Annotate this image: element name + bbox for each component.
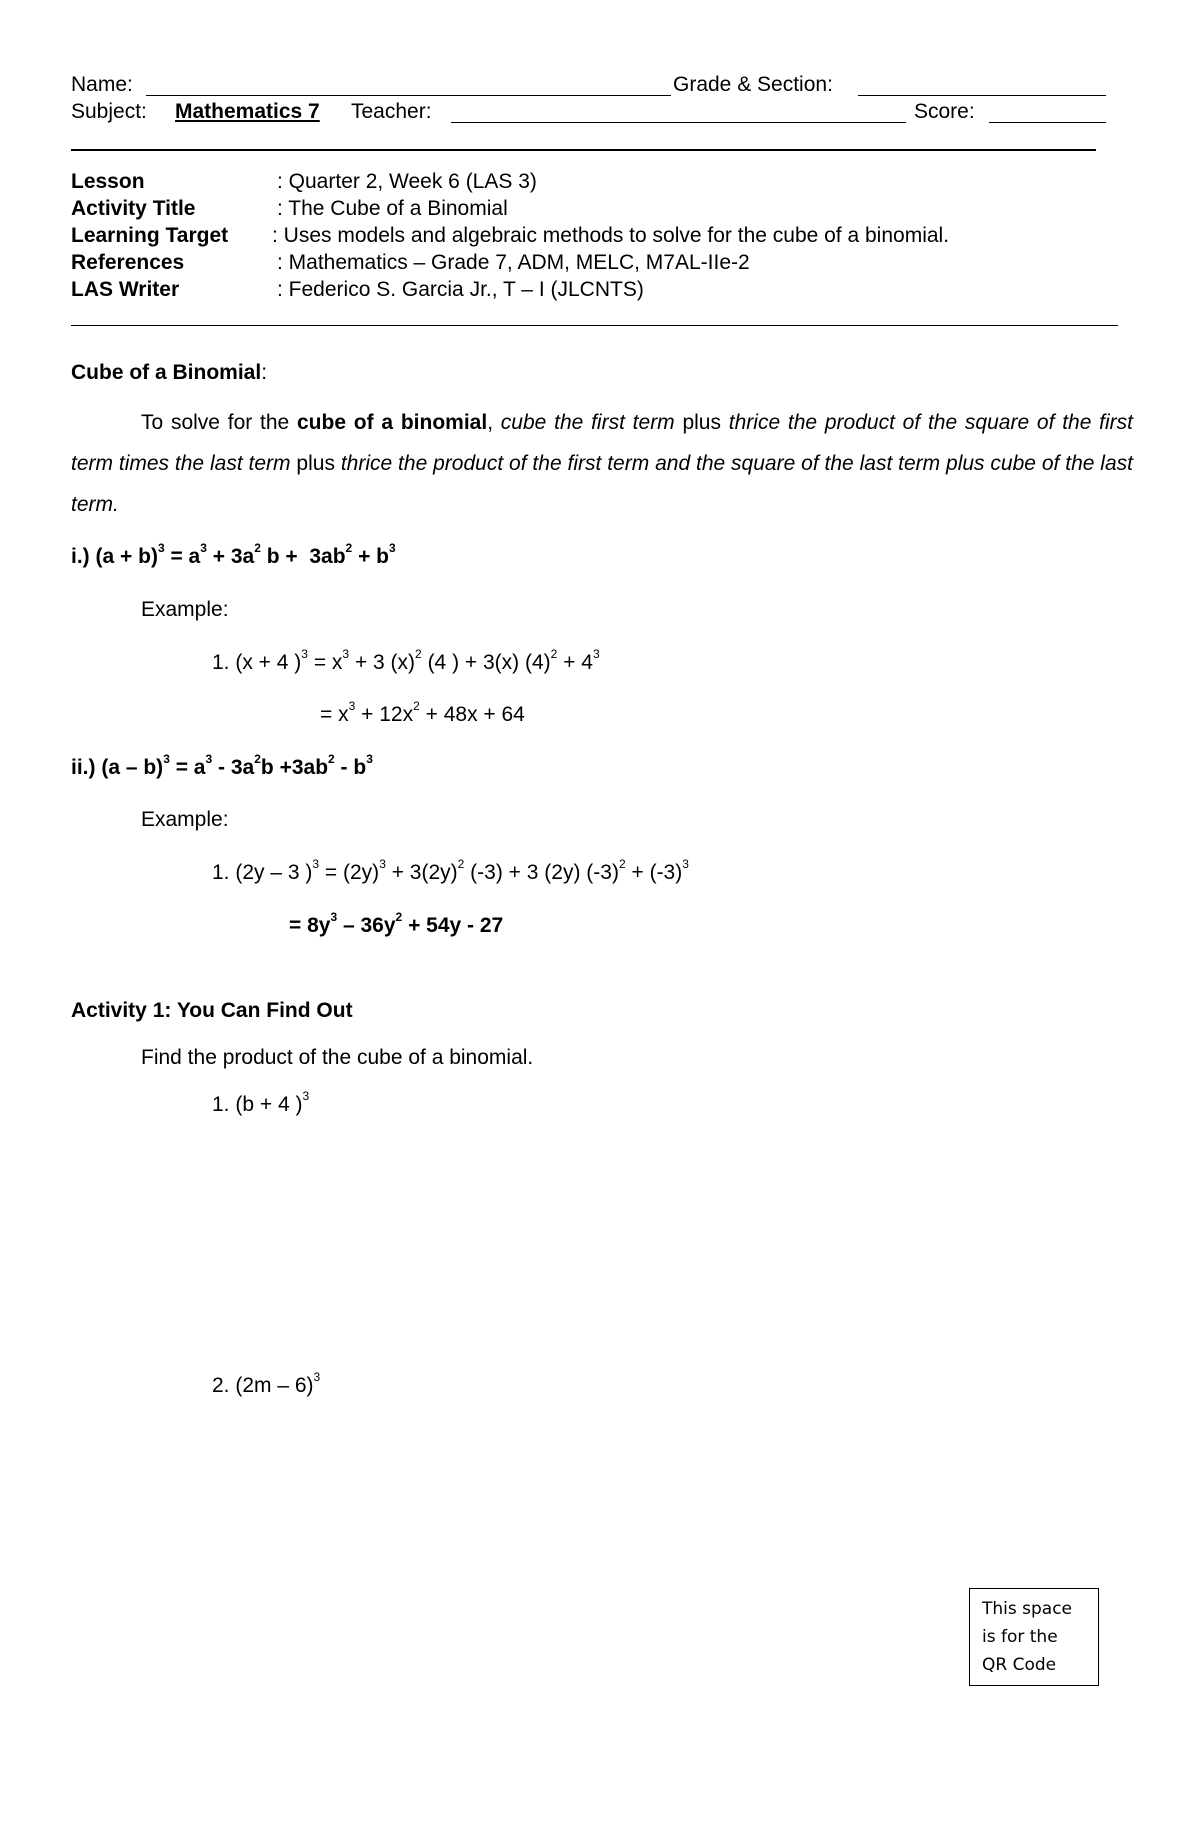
info-divider [71,325,1118,326]
writer-value: : Federico S. Garcia Jr., T – I (JLCNTS) [277,278,644,301]
name-blank[interactable] [146,95,671,96]
example-label-2: Example: [141,808,229,831]
section-title: Cube of a Binomial: [71,361,268,384]
example-2-line-1: 1. (2y – 3 )$^3 = (2y)^3 + 3(2y)^2$ (-3) + 3 (2y) $(-3)^2 + (-3)^3$ [212,857,689,884]
activity-item-2: 2. (2m – 6)$^3$ [212,1370,321,1397]
qr-code-placeholder: This space is for the QR Code [969,1588,1099,1686]
header-divider-thick [71,149,1096,151]
formula-sum-cube: i.) $(a + b)^3 = a^3 + 3a^2$ $b + 3ab^2 + b^3$ [71,541,396,568]
learning-target-label: Learning Target [71,224,229,247]
formula-difference-cube: ii.) $(a - b)^3 = a^3 - 3a^2b +3ab^2 - b^3$ [71,752,373,779]
example-1-line-1: 1. (x + 4 )$^3 = x^3 + 3$ $(x)^2$ (4 ) + 3(x) $(4)^2 + 4^3$ [212,647,600,674]
references-label: References [71,251,185,274]
example-2-line-2: = $8y^3 - 36y^2 + 54y - 27$ [289,910,504,937]
score-blank[interactable] [989,122,1106,123]
subject-label: Subject: [71,100,147,123]
references-value: : Mathematics – Grade 7, ADM, MELC, M7AL-IIe-2 [277,251,750,274]
teacher-blank[interactable] [451,122,906,123]
example-label-1: Example: [141,598,229,621]
lesson-label: Lesson [71,170,145,193]
activity-title: Activity 1: You Can Find Out [71,999,353,1022]
lesson-value: : Quarter 2, Week 6 (LAS 3) [277,170,537,193]
writer-label: LAS Writer [71,278,180,301]
learning-target-value: : Uses models and algebraic methods to solve for the cube of a binomial. [272,224,950,247]
activity-instruction: Find the product of the cube of a binomial. [141,1046,534,1069]
intro-paragraph: To solve for the cube of a binomial, cube the first term plus thrice the product of the square of the first term times the last term plus thrice the product of the first term and the square of the last term plus cube of the last term. [71,411,1133,516]
grade-section-label: Grade & Section: [673,73,833,96]
grade-section-blank[interactable] [858,95,1106,96]
activity-item-1: 1. (b + 4 )$^3$ [212,1089,310,1116]
teacher-label: Teacher: [351,100,432,123]
score-label: Score: [914,100,975,123]
activity-title-label: Activity Title [71,197,196,220]
example-1-line-2: = $x^3 + 12x^2 + 48x + 64$ [320,699,525,726]
name-label: Name: [71,73,133,96]
activity-title-value: : The Cube of a Binomial [277,197,508,220]
subject-value: Mathematics 7 [175,100,320,123]
